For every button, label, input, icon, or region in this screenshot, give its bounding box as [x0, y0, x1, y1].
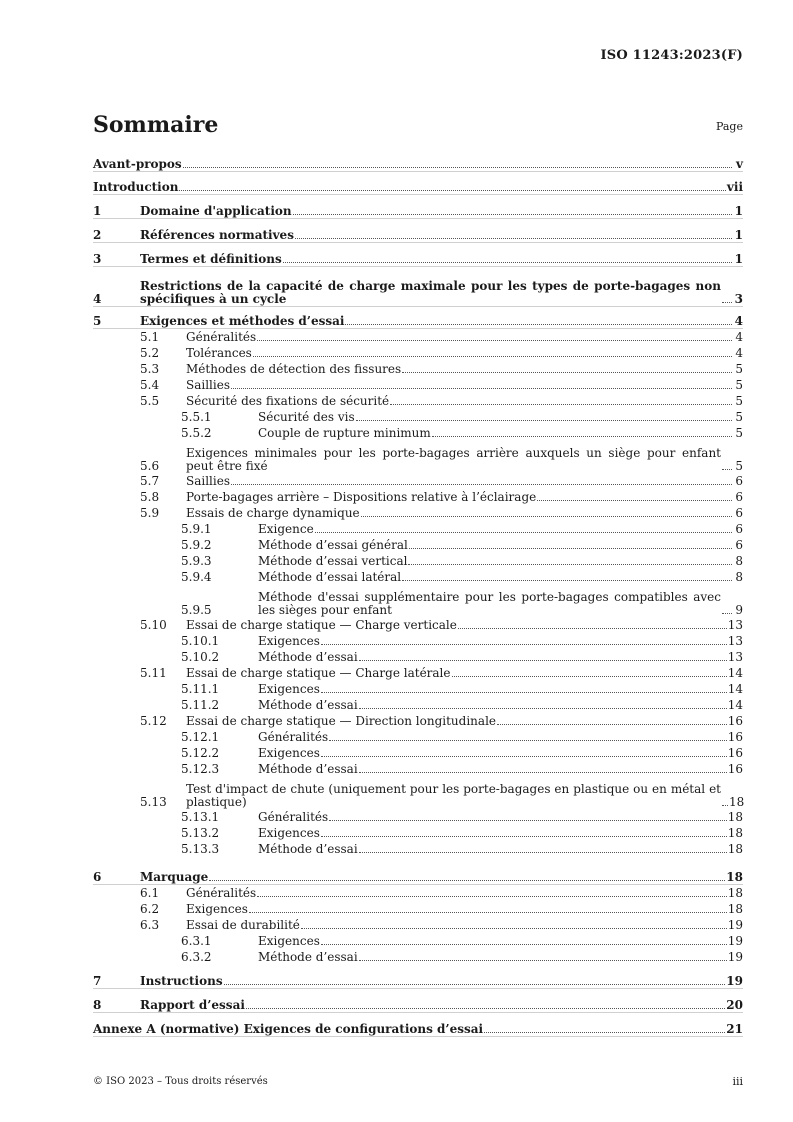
- toc-entry-title: Avant-propos: [93, 157, 182, 171]
- toc-leader-dots: [408, 564, 732, 565]
- toc-entry-page: 6: [735, 522, 743, 536]
- toc-entry-title: Instructions: [140, 974, 223, 988]
- toc-entry-title: Exigences: [186, 902, 248, 916]
- toc-entry[interactable]: [93, 379, 743, 392]
- toc-entry[interactable]: [93, 587, 743, 617]
- toc-leader-dots: [301, 928, 727, 929]
- toc-entry-number: 5.10: [140, 618, 167, 632]
- toc-entry-title: Essai de durabilité: [186, 918, 300, 932]
- toc-entry-page: 18: [727, 826, 743, 840]
- toc-entry-page: 18: [727, 886, 743, 900]
- toc-leader-dots: [722, 805, 728, 806]
- toc-leader-dots: [722, 613, 732, 614]
- toc-entry[interactable]: [93, 276, 743, 307]
- toc-entry[interactable]: [93, 827, 743, 840]
- toc-entry-page: 8: [735, 554, 743, 568]
- toc-entry-title: Références normatives: [140, 228, 294, 242]
- toc-entry-page: 21: [726, 1022, 743, 1036]
- toc-entry[interactable]: [93, 555, 743, 568]
- toc-entry-number: 5.9.3: [181, 554, 212, 568]
- toc-entry-title: Méthode d'essai supplémentaire pour les porte-bagages compatibles avec les sièges pour enfant: [258, 590, 721, 617]
- toc-entry-number: 5.8: [140, 490, 160, 504]
- toc-entry-number: 7: [93, 974, 102, 988]
- toc-entry-page: 5: [735, 410, 743, 424]
- toc-entry-number: 5.10.1: [181, 634, 220, 648]
- toc-entry-page: 6: [735, 506, 743, 520]
- toc-entry[interactable]: [93, 253, 743, 267]
- toc-entry-number: 8: [93, 998, 102, 1012]
- toc-entry[interactable]: [93, 975, 743, 989]
- toc-entry-number: 5.7: [140, 474, 160, 488]
- toc-leader-dots: [359, 772, 727, 773]
- toc-leader-dots: [224, 984, 726, 985]
- toc-entry-page: 4: [735, 330, 743, 344]
- toc-entry-title: Sécurité des fixations de sécurité: [186, 394, 390, 408]
- toc-entry-number: 6.3.1: [181, 934, 212, 948]
- toc-entry-page: 4: [734, 314, 743, 328]
- toc-leader-dots: [402, 580, 732, 581]
- toc-entry-title: Méthode d’essai: [258, 950, 358, 964]
- toc-entry-page: 18: [729, 795, 745, 809]
- toc-entry-number: 5.9.4: [181, 570, 212, 584]
- toc-entry-number: 5: [93, 314, 102, 328]
- toc-entry-page: 19: [727, 934, 743, 948]
- toc-entry-title: Essai de charge statique — Direction longitudinale: [186, 714, 497, 728]
- toc-entry-title: Méthode d’essai: [258, 650, 358, 664]
- toc-entry-title: Exigences: [258, 746, 320, 760]
- toc-entry-title: Saillies: [186, 474, 230, 488]
- toc-leader-dots: [179, 190, 725, 191]
- toc-entry-number: 5.5.2: [181, 426, 212, 440]
- toc-entry[interactable]: [93, 919, 743, 932]
- toc-leader-dots: [257, 896, 727, 897]
- toc-entry-page: 1: [734, 228, 743, 242]
- toc-entry-title: Exigences: [258, 826, 320, 840]
- toc-entry-title: Généralités: [258, 810, 329, 824]
- toc-entry[interactable]: [93, 747, 743, 760]
- toc-entry-title: Sécurité des vis: [258, 410, 355, 424]
- toc-entry-page: 5: [735, 362, 743, 376]
- toc-leader-dots: [283, 262, 732, 263]
- toc-entry-page: 5: [735, 378, 743, 392]
- toc-entry-page: 9: [735, 603, 743, 617]
- toc-entry-page: vii: [726, 180, 743, 194]
- toc-entry-number: 5.1: [140, 330, 160, 344]
- toc-entry-number: 5.6: [140, 459, 160, 473]
- toc-entry-page: v: [736, 157, 743, 171]
- toc-entry-title: Porte-bagages arrière – Dispositions relative à l’éclairage: [186, 490, 537, 504]
- toc-entry-page: 20: [726, 998, 743, 1012]
- toc-entry-page: 16: [727, 730, 743, 744]
- toc-entry-page: 19: [726, 974, 743, 988]
- toc-leader-dots: [359, 708, 727, 709]
- toc-leader-dots: [409, 548, 732, 549]
- toc-entry[interactable]: [93, 935, 743, 948]
- toc-entry-number: 5.5: [140, 394, 160, 408]
- toc-entry-title: Tolérances: [186, 346, 252, 360]
- toc-entry-number: 5.2: [140, 346, 160, 360]
- toc-entry-page: 16: [727, 746, 743, 760]
- toc-entry-page: 5: [735, 426, 743, 440]
- toc-leader-dots: [321, 644, 727, 645]
- toc-entry-number: 6.1: [140, 886, 160, 900]
- toc-leader-dots: [359, 660, 727, 661]
- toc-entry[interactable]: [93, 699, 743, 712]
- toc-entry-page: 16: [727, 762, 743, 776]
- toc-leader-dots: [209, 880, 725, 881]
- toc-leader-dots: [249, 912, 727, 913]
- toc-entry[interactable]: [93, 181, 743, 195]
- toc-entry[interactable]: [93, 811, 743, 824]
- toc-entry-number: 5.12.3: [181, 762, 220, 776]
- toc-entry[interactable]: [93, 395, 743, 408]
- toc-entry[interactable]: [93, 491, 743, 504]
- toc-entry-number: 5.5.1: [181, 410, 212, 424]
- toc-entry-number: 6.3: [140, 918, 160, 932]
- toc-entry-number: 6.2: [140, 902, 160, 916]
- toc-entry-title: Exigences: [258, 634, 320, 648]
- toc-entry-number: 5.13: [140, 795, 167, 809]
- toc-entry-page: 18: [726, 870, 743, 884]
- toc-entry-page: 4: [735, 346, 743, 360]
- toc-entry-title: Généralités: [258, 730, 329, 744]
- toc-entry-title: Méthodes de détection des fissures: [186, 362, 402, 376]
- toc-entry-number: 5.11.2: [181, 698, 220, 712]
- toc-entry[interactable]: [93, 731, 743, 744]
- toc-entry-page: 18: [727, 902, 743, 916]
- toc-entry[interactable]: [93, 887, 743, 900]
- toc-entry-title: Test d'impact de chute (uniquement pour les porte-bagages en plastique ou en métal et plastique): [186, 782, 721, 809]
- toc-entry-number: 2: [93, 228, 102, 242]
- toc-entry[interactable]: [93, 331, 743, 344]
- toc-leader-dots: [231, 388, 732, 389]
- toc-entry[interactable]: [93, 999, 743, 1013]
- toc-entry-page: 3: [734, 292, 743, 306]
- toc-entry[interactable]: [93, 205, 743, 219]
- toc-leader-dots: [246, 1008, 725, 1009]
- toc-entry[interactable]: [93, 763, 743, 776]
- toc-entry[interactable]: [93, 871, 743, 885]
- toc-entry-page: 5: [735, 459, 743, 473]
- toc-leader-dots: [359, 960, 727, 961]
- toc-entry-title: Méthode d’essai: [258, 762, 358, 776]
- toc-entry-title: Saillies: [186, 378, 230, 392]
- toc-entry-title: Rapport d’essai: [140, 998, 245, 1012]
- toc-entry-title: Méthode d’essai: [258, 698, 358, 712]
- toc-entry-page: 18: [727, 842, 743, 856]
- toc-entry-title: Annexe A (normative) Exigences de configurations d’essai: [93, 1022, 484, 1036]
- toc-leader-dots: [722, 469, 732, 470]
- toc-entry[interactable]: [93, 523, 743, 536]
- toc-entry-title: Essais de charge dynamique: [186, 506, 360, 520]
- toc-leader-dots: [359, 852, 727, 853]
- toc-leader-dots: [497, 724, 727, 725]
- toc-entry-title: Exigences: [258, 682, 320, 696]
- toc-entry-number: 5.13.1: [181, 810, 220, 824]
- toc-leader-dots: [253, 356, 732, 357]
- toc-entry[interactable]: [93, 507, 743, 520]
- toc-entry-number: 1: [93, 204, 102, 218]
- toc-leader-dots: [295, 238, 732, 239]
- toc-entry[interactable]: [93, 683, 743, 696]
- toc-entry-page: 19: [727, 950, 743, 964]
- toc-leader-dots: [321, 756, 727, 757]
- toc-entry-number: 5.13.2: [181, 826, 220, 840]
- toc-entry-title: Généralités: [186, 886, 257, 900]
- toc-leader-dots: [390, 404, 732, 405]
- toc-entry[interactable]: [93, 779, 743, 809]
- toc-leader-dots: [402, 372, 732, 373]
- toc-entry-number: 5.9: [140, 506, 160, 520]
- toc-entry-page: 14: [727, 666, 743, 680]
- toc-entry[interactable]: [93, 411, 743, 424]
- page-column-label: Page: [715, 120, 743, 133]
- toc-entry[interactable]: [93, 443, 743, 473]
- toc-entry-title: Domaine d'application: [140, 204, 292, 218]
- toc-entry-number: 5.9.5: [181, 603, 212, 617]
- toc-entry-title: Exigences: [258, 934, 320, 948]
- toc-entry-page: 13: [727, 650, 743, 664]
- toc-entry-title: Méthode d’essai vertical: [258, 554, 408, 568]
- toc-entry-page: 16: [727, 714, 743, 728]
- toc-entry[interactable]: [93, 427, 743, 440]
- toc-entry[interactable]: [93, 571, 743, 584]
- toc-entry-number: 5.10.2: [181, 650, 220, 664]
- toc-leader-dots: [321, 836, 727, 837]
- toc-leader-dots: [257, 340, 732, 341]
- toc-leader-dots: [293, 214, 732, 215]
- toc-leader-dots: [183, 167, 732, 168]
- toc-leader-dots: [321, 944, 727, 945]
- toc-leader-dots: [321, 692, 727, 693]
- toc-leader-dots: [345, 324, 732, 325]
- toc-entry-page: 14: [727, 682, 743, 696]
- toc-entry-title: Exigences minimales pour les porte-bagages arrière auxquels un siège pour enfant peut être fixé: [186, 446, 721, 473]
- toc-entry-number: 5.12.2: [181, 746, 220, 760]
- toc-entry[interactable]: [93, 315, 743, 329]
- toc-entry-number: 5.9.1: [181, 522, 212, 536]
- toc-entry[interactable]: [93, 715, 743, 728]
- toc-entry-page: 8: [735, 570, 743, 584]
- toc-entry-number: 5.13.3: [181, 842, 220, 856]
- toc-entry[interactable]: [93, 619, 743, 632]
- toc-entry[interactable]: [93, 635, 743, 648]
- toc-entry[interactable]: [93, 651, 743, 664]
- toc-entry[interactable]: [93, 903, 743, 916]
- toc-entry[interactable]: [93, 158, 743, 172]
- toc-entry-page: 1: [734, 204, 743, 218]
- toc-entry-number: 5.12: [140, 714, 167, 728]
- toc-entry-number: 6.3.2: [181, 950, 212, 964]
- toc-leader-dots: [452, 676, 727, 677]
- toc-leader-dots: [356, 420, 732, 421]
- toc-entry-number: 5.11: [140, 666, 167, 680]
- toc-entry[interactable]: [93, 667, 743, 680]
- toc-entry-number: 5.4: [140, 378, 160, 392]
- toc-entry[interactable]: [93, 229, 743, 243]
- toc-entry-number: 6: [93, 870, 102, 884]
- toc-entry[interactable]: [93, 539, 743, 552]
- toc-entry-title: Méthode d’essai: [258, 842, 358, 856]
- toc-leader-dots: [231, 484, 732, 485]
- toc-entry-page: 5: [735, 394, 743, 408]
- toc-entry-title: Généralités: [186, 330, 257, 344]
- toc-entry-page: 14: [727, 698, 743, 712]
- toc-entry-title: Essai de charge statique — Charge verticale: [186, 618, 457, 632]
- toc-entry[interactable]: [93, 843, 743, 856]
- toc-entry-title: Introduction: [93, 180, 179, 194]
- toc-leader-dots: [361, 516, 732, 517]
- toc-leader-dots: [458, 628, 727, 629]
- toc-entry-title: Méthode d’essai latéral: [258, 570, 402, 584]
- toc-entry-title: Exigence: [258, 522, 314, 536]
- toc-entry-title: Méthode d’essai général: [258, 538, 408, 552]
- toc-leader-dots: [315, 532, 732, 533]
- toc-leader-dots: [329, 820, 727, 821]
- toc-entry-page: 13: [727, 618, 743, 632]
- toc-entry-page: 6: [735, 538, 743, 552]
- toc-entry-page: 1: [734, 252, 743, 266]
- toc-entry-title: Essai de charge statique — Charge latérale: [186, 666, 451, 680]
- toc-entry-title: Termes et définitions: [140, 252, 282, 266]
- toc-entry[interactable]: [93, 951, 743, 964]
- toc-entry-page: 19: [727, 918, 743, 932]
- document-id: ISO 11243:2023(F): [600, 48, 743, 63]
- page-number: iii: [732, 1075, 743, 1088]
- toc-entry[interactable]: [93, 363, 743, 376]
- toc-entry-title: Marquage: [140, 870, 209, 884]
- toc-entry-title: Couple de rupture minimum: [258, 426, 431, 440]
- toc-entry-number: 4: [93, 292, 102, 306]
- toc-entry-number: 5.11.1: [181, 682, 220, 696]
- toc-entry-number: 5.12.1: [181, 730, 220, 744]
- toc-leader-dots: [432, 436, 732, 437]
- toc-entry-page: 13: [727, 634, 743, 648]
- toc-entry[interactable]: [93, 475, 743, 488]
- toc-entry-number: 5.9.2: [181, 538, 212, 552]
- copyright-notice: © ISO 2023 – Tous droits réservés: [93, 1076, 268, 1087]
- toc-leader-dots: [484, 1032, 725, 1033]
- toc-entry[interactable]: [93, 347, 743, 360]
- toc-entry-page: 6: [735, 474, 743, 488]
- toc-leader-dots: [537, 500, 732, 501]
- toc-entry-title: Exigences et méthodes d’essai: [140, 314, 345, 328]
- page-title: Sommaire: [93, 112, 219, 138]
- toc-entry-page: 18: [727, 810, 743, 824]
- toc-leader-dots: [329, 740, 727, 741]
- toc-entry-page: 6: [735, 490, 743, 504]
- toc-entry[interactable]: [93, 1023, 743, 1037]
- toc-entry-title: Restrictions de la capacité de charge maximale pour les types de porte-bagages non spécifiques à un cycle: [140, 279, 721, 306]
- toc-entry-number: 3: [93, 252, 102, 266]
- toc-entry-number: 5.3: [140, 362, 160, 376]
- toc-leader-dots: [722, 302, 732, 303]
